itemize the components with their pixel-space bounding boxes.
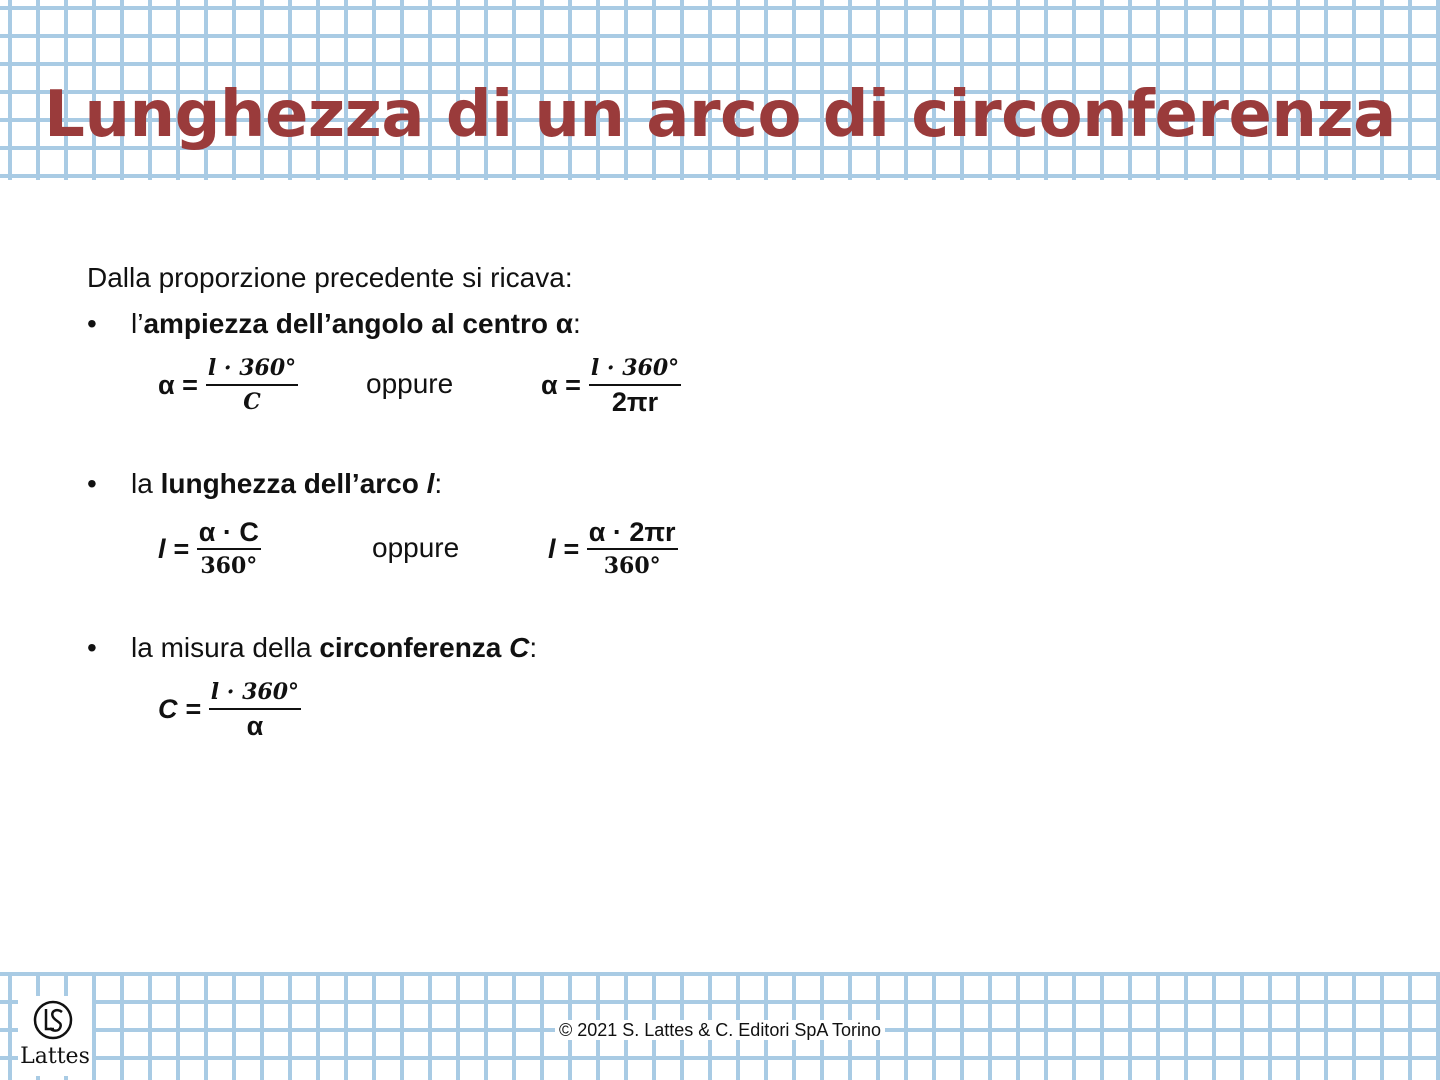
oppure-text: oppure: [366, 368, 454, 399]
fraction-numerator: α · C: [197, 518, 261, 550]
bullet-arc-length: [87, 468, 442, 500]
formula-lhs: l =: [548, 533, 579, 564]
fraction: [587, 518, 678, 580]
formula-lhs: α =: [541, 369, 581, 400]
bullet-circumference: [87, 632, 537, 664]
bullet-dot: •: [87, 468, 97, 499]
fraction-numerator: l · 360°: [589, 354, 681, 386]
bullet-bold-italic: C: [509, 632, 530, 663]
fraction-denominator: 360°: [603, 553, 661, 579]
fraction-denominator: 2πr: [611, 387, 659, 417]
bullet-post: :: [434, 468, 443, 499]
formula-arc-c: [158, 518, 261, 580]
bullet-dot: •: [87, 632, 97, 663]
fraction: [209, 678, 301, 740]
fraction-denominator: 360°: [200, 553, 258, 579]
fraction: [206, 354, 298, 416]
formula-arc-2pir: [548, 518, 678, 580]
fraction-numerator: α · 2πr: [587, 518, 678, 550]
formula-angle-c: [158, 354, 298, 416]
bullet-pre: la misura della: [131, 632, 320, 663]
bullet-angle: [87, 308, 581, 340]
bullet-bold: lunghezza dell’arco: [160, 468, 427, 499]
fraction-numerator: l · 360°: [209, 678, 301, 710]
bullet-post: :: [529, 632, 538, 663]
bullet-bold-italic: l: [426, 468, 435, 499]
intro-text: Dalla proporzione precedente si ricava:: [87, 262, 573, 293]
fraction: [197, 518, 261, 580]
bullet-bold: ampiezza dell’angolo al centro α: [143, 308, 573, 339]
bullet-dot: •: [87, 308, 97, 339]
formula-lhs: C =: [158, 693, 201, 724]
fraction-denominator: α: [246, 711, 264, 741]
bullet-bold: circonferenza: [319, 632, 510, 663]
slide-title: Lunghezza di un arco di circonferenza: [44, 78, 1396, 152]
formula-angle-2pir: [541, 354, 681, 416]
footer: [0, 1020, 1440, 1041]
formula-circumference: [158, 678, 301, 740]
fraction: [589, 354, 681, 416]
bullet-pre: l’: [131, 308, 144, 339]
formula-lhs: l =: [158, 533, 189, 564]
bullet-pre: la: [131, 468, 161, 499]
bullet-post: :: [572, 308, 581, 339]
fraction-denominator: C: [243, 389, 261, 415]
oppure-text: oppure: [372, 532, 460, 563]
copyright-text: © 2021 S. Lattes & C. Editori SpA Torino: [555, 1020, 885, 1040]
logo-text: Lattes: [20, 1044, 90, 1069]
formula-lhs: α =: [158, 369, 198, 400]
fraction-numerator: l · 360°: [206, 354, 298, 386]
